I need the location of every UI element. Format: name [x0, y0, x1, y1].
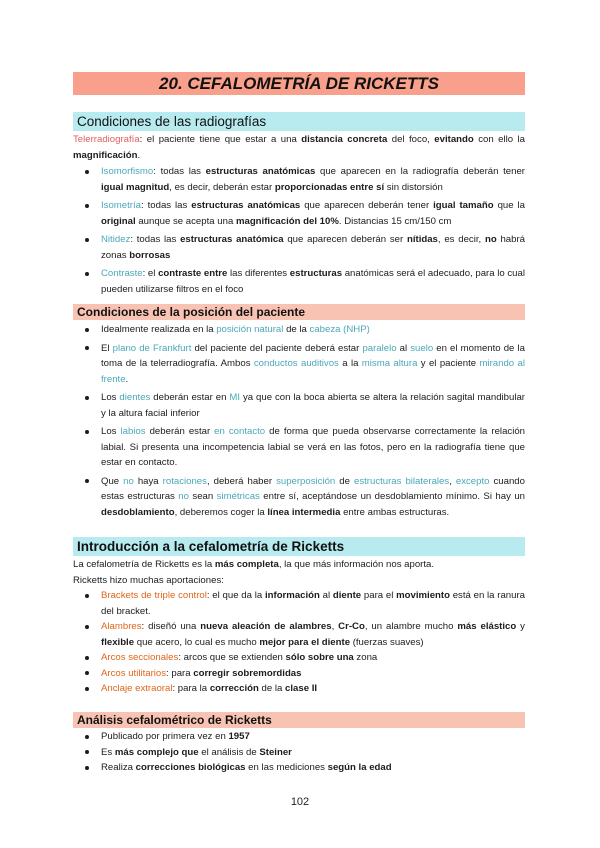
page-title: 20. CEFALOMETRÍA DE RICKETTS: [73, 72, 525, 95]
radiografias-list: [73, 164, 525, 300]
list-item: Los dientes deberán estar en MI ya que con la boca abierta se altera la relación sagital mandibular y la altura facial inferior: [73, 390, 525, 421]
list-item: Isometría: todas las estructuras anatómicas que aparecen deberán tener igual tamaño que la original aunque se acepta una magnificación del 10%. Distancias 15 cm/150 cm: [73, 198, 525, 229]
term-contraste: Contraste: [101, 268, 143, 279]
term-isomorfismo: Isomorfismo: [101, 166, 154, 177]
page-number: 102: [290, 796, 310, 808]
list-item: Publicado por primera vez en 1957: [73, 729, 525, 745]
list-item: Contraste: el contraste entre las diferentes estructuras anatómicas será el adecuado, para lo cual pueden utilizarse filtros en el foco: [73, 266, 525, 297]
list-item: Anclaje extraoral: para la corrección de la clase II: [73, 681, 525, 697]
list-item: Idealmente realizada en la posición natural de la cabeza (NHP): [73, 322, 525, 338]
section-heading-introduccion: Introducción a la cefalometría de Ricketts: [73, 537, 525, 556]
list-item: Isomorfismo: todas las estructuras anatómicas que aparecen en la radiografía deberán tener igual magnitud, es decir, deberán estar proporcionadas entre sí sin distorsión: [73, 164, 525, 195]
list-item: El plano de Frankfurt del paciente del paciente deberá estar paralelo al suelo en el momento de la toma de la telerradiografía. Ambos conductos auditivos a la misma altura y el paciente mirando al frente.: [73, 341, 525, 388]
list-item: Nitidez: todas las estructuras anatómica que aparecen deberán ser nítidas, es decir, no habrá zonas borrosas: [73, 232, 525, 263]
section-heading-radiografias: Condiciones de las radiografías: [73, 112, 525, 131]
section-heading-posicion: Condiciones de la posición del paciente: [73, 304, 525, 320]
list-item: Alambres: diseñó una nueva aleación de alambres, Cr-Co, un alambre mucho más elástico y flexible que acero, lo cual es mucho mejor para el diente (fuerzas suaves): [73, 619, 525, 650]
list-item: Realiza correcciones biológicas en las mediciones según la edad: [73, 760, 525, 776]
list-item: Los labios deberán estar en contacto de forma que pueda observarse correctamente la relación labial. Si presenta una incompetencia labial se verá en las fotos, pero en la radiografía tiene que estar en contacto.: [73, 424, 525, 471]
intro-ricketts-p1: La cefalometría de Ricketts es la más completa, la que más información nos aporta.: [73, 559, 435, 570]
term-telerradiografia: Telerradiografía: [73, 134, 140, 145]
term-nitidez: Nitidez: [101, 234, 131, 245]
list-item: Arcos seccionales: arcos que se extienden sólo sobre una zona: [73, 650, 525, 666]
list-item: Es más complejo que el análisis de Steiner: [73, 745, 525, 761]
analisis-list: [73, 729, 525, 776]
aportaciones-list: [73, 588, 525, 697]
term-isometria: Isometría: [101, 200, 141, 211]
list-item: Brackets de triple control: el que da la información al diente para el movimiento está en la ranura del bracket.: [73, 588, 525, 619]
intro-paragraph: Telerradiografía: el paciente tiene que estar a una distancia concreta del foco, evitando con ello la magnificación.: [73, 134, 525, 161]
posicion-list: [73, 322, 525, 523]
section-heading-analisis: Análisis cefalométrico de Ricketts: [73, 712, 525, 728]
list-item: Que no haya rotaciones, deberá haber superposición de estructuras bilaterales, excepto cuando estas estructuras no sean simétricas entre sí, aceptándose un desdoblamiento mínimo. Si hay un desdoblamiento, deberemos coger la línea intermedia entre ambas estructuras.: [73, 474, 525, 521]
intro-ricketts-p2: Ricketts hizo muchas aportaciones:: [73, 575, 224, 586]
list-item: Arcos utilitarios: para corregir sobremordidas: [73, 666, 525, 682]
